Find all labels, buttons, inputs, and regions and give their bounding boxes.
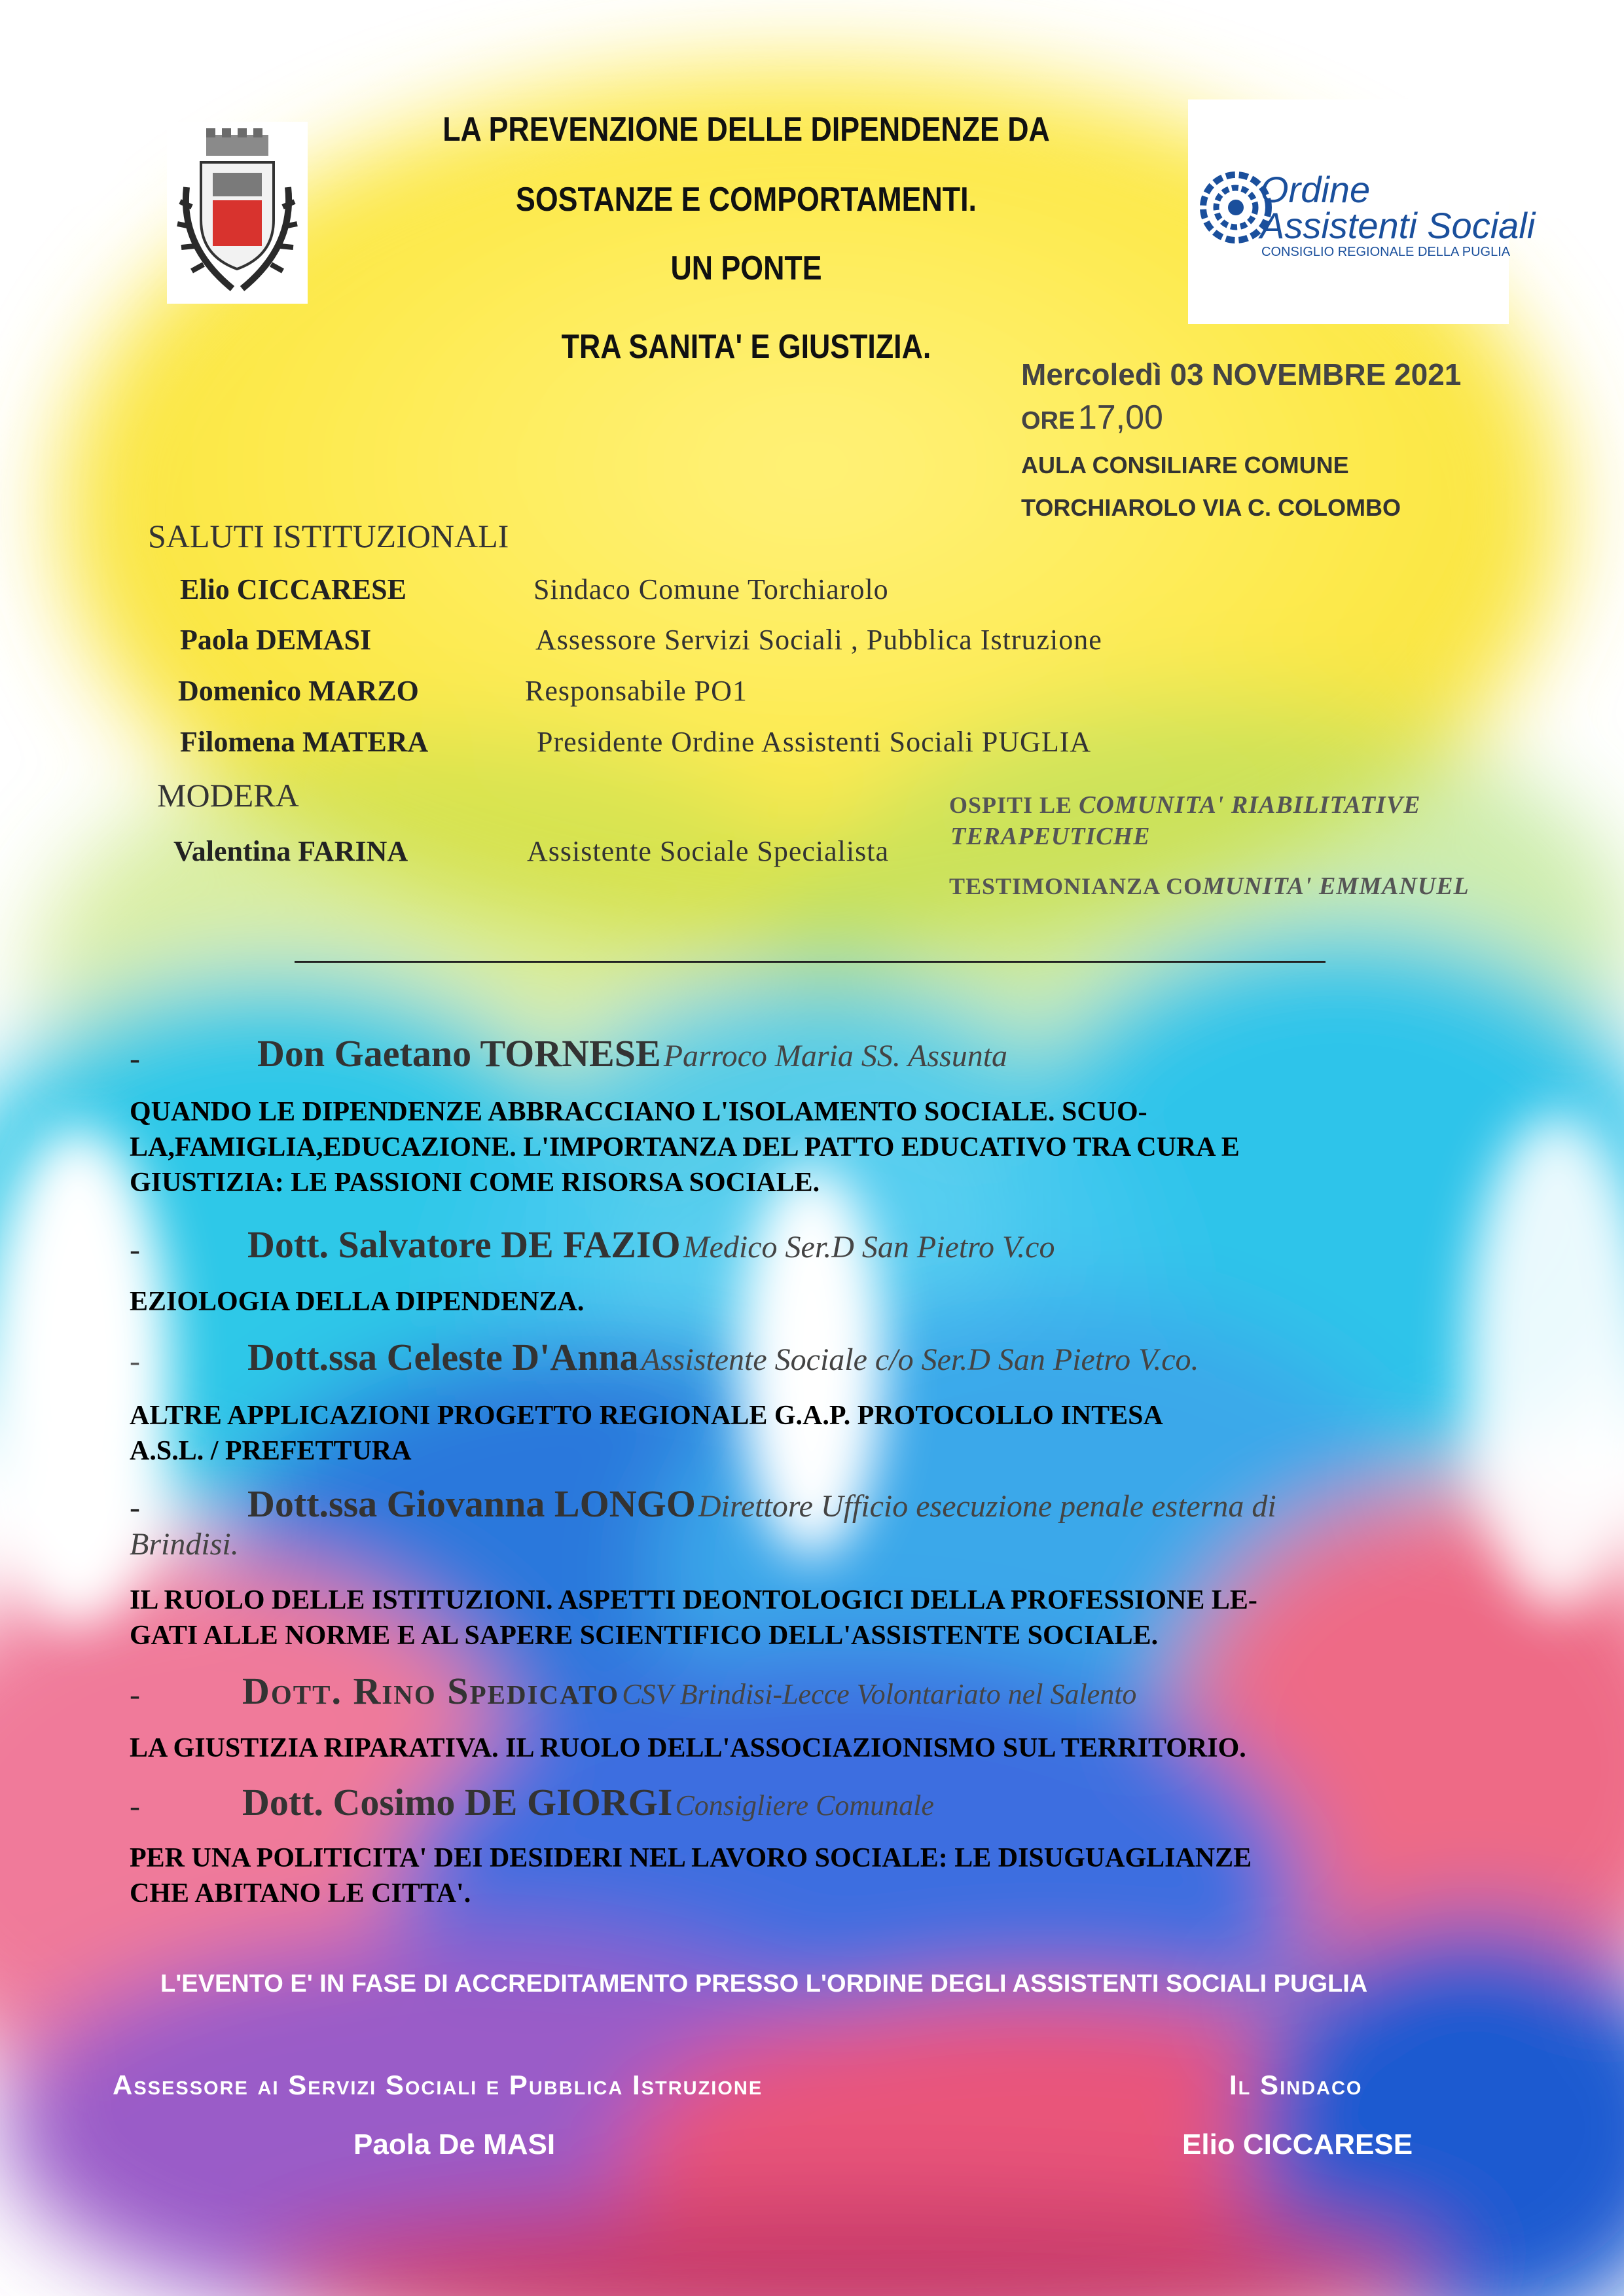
speaker-line [247,1223,1055,1266]
event-time-value: 17,00 [1077,399,1163,437]
greeting-name: Filomena MATERA [180,726,429,758]
talk-title [130,1840,1491,1911]
guests-line-1 [949,791,1421,819]
event-time-prefix: ORE [1021,407,1075,435]
talk-line: LA,FAMIGLIA,EDUCAZIONE. L'IMPORTANZA DEL PATTO EDUCATIVO TRA CURA E [130,1132,1240,1162]
talk-line: ALTRE APPLICAZIONI PROGETTO REGIONALE G.A.P. PROTOCOLLO INTESA [130,1401,1163,1431]
speaker-bullet: - [130,1344,140,1378]
guests-line-3-prefix: TESTIMONIANZA CO [949,873,1203,899]
speaker-bullet: - [130,1789,140,1823]
logo-line-1: Ordine [1260,169,1371,210]
talk-title [130,1284,1491,1319]
speaker-role: Direttore Ufficio esecuzione penale esterna di [698,1489,1276,1524]
guests-line-1-prefix: OSPITI LE [949,792,1073,818]
talk-line: EZIOLOGIA DELLA DIPENDENZA. [130,1287,585,1317]
speaker-line [247,1335,1199,1379]
event-time [1021,398,1163,437]
speaker-role-continued: Brindisi. [130,1527,239,1562]
signature-left-name: Paola De MASI [353,2128,556,2161]
guests-line-3 [949,872,1470,901]
title-line-1: LA PREVENZIONE DELLE DIPENDENZE DA [442,111,1050,149]
title-line-3: UN PONTE [670,249,822,287]
speaker-name: Dott. Salvatore DE FAZIO [247,1223,681,1266]
title-line-4: TRA SANITA' E GIUSTIZIA. [561,328,931,366]
event-date: Mercoledì 03 NOVEMBRE 2021 [1021,357,1462,391]
speaker-name: Dott. Cosimo DE GIORGI [242,1781,673,1823]
ordine-assistenti-sociali-logo [1188,99,1536,324]
moderator-name: Valentina FARINA [173,835,408,867]
speaker-line [247,1482,1276,1526]
speaker-role: Parroco Maria SS. Assunta [663,1039,1008,1073]
greeting-name: Paola DEMASI [180,624,372,656]
speaker-name: Dott. Rino Spedicato [242,1670,620,1712]
greetings-heading: SALUTI ISTITUZIONALI [148,518,509,554]
talk-title [130,1583,1491,1653]
guests-line-3-italic: MUNITA' EMMANUEL [1202,872,1470,900]
signature-right-title: Il Sindaco [1229,2070,1363,2100]
speaker-role: Medico Ser.D San Pietro V.co [683,1230,1055,1265]
section-divider [295,961,1326,963]
speaker-name: Dott.ssa Giovanna LONGO [247,1482,696,1525]
talk-line: PER UNA POLITICITA' DEI DESIDERI NEL LAVORO SOCIALE: LE DISUGUAGLIANZE [130,1843,1252,1873]
speaker-line [242,1669,1136,1713]
moderator-role: Assistente Sociale Specialista [527,835,889,867]
event-venue-1: AULA CONSILIARE COMUNE [1021,452,1349,478]
logo-line-3: CONSIGLIO REGIONALE DELLA PUGLIA [1261,245,1511,259]
speaker-role: CSV Brindisi-Lecce Volontariato nel Salento [622,1678,1137,1710]
logo-line-2: Assistenti Sociali [1260,205,1536,246]
moderator-heading: MODERA [157,777,299,814]
greeting-role: Presidente Ordine Assistenti Sociali PUGLIA [537,726,1092,758]
guests-line-2 [950,822,1151,851]
greeting-name: Domenico MARZO [178,675,419,707]
signature-left-title: Assessore ai Servizi Sociali e Pubblica Istruzione [113,2070,763,2100]
signature-right-name: Elio CICCARESE [1182,2128,1413,2161]
speaker-bullet: - [130,1677,140,1712]
town-crest-logo [167,122,308,304]
talk-line: GIUSTIZIA: LE PASSIONI COME RISORSA SOCIALE. [130,1168,820,1198]
speaker-line [257,1031,1007,1075]
accreditation-note: L'EVENTO E' IN FASE DI ACCREDITAMENTO PRESSO L'ORDINE DEGLI ASSISTENTI SOCIALI PUGLIA [160,1970,1368,1998]
talk-title [130,1398,1491,1469]
talk-line: IL RUOLO DELLE ISTITUZIONI. ASPETTI DEONTOLOGICI DELLA PROFESSIONE LE- [130,1585,1257,1615]
event-venue-2: TORCHIAROLO VIA C. COLOMBO [1021,494,1401,521]
title-line-2: SOSTANZE E COMPORTAMENTI. [516,181,977,219]
guests-line-1-italic: COMUNITA' RIABILITATIVE [1079,791,1421,819]
guests-line-2-italic: TERAPEUTICHE [950,823,1151,850]
talk-line: QUANDO LE DIPENDENZE ABBRACCIANO L'ISOLAMENTO SOCIALE. SCUO- [130,1097,1147,1127]
speaker-name: Dott.ssa Celeste D'Anna [247,1336,639,1378]
speaker-bullet: - [130,1041,140,1076]
speaker-role: Assistente Sociale c/o Ser.D San Pietro V.co. [641,1342,1199,1377]
speaker-line [242,1780,934,1824]
greeting-role: Assessore Servizi Sociali , Pubblica Istruzione [535,624,1102,656]
talk-line: A.S.L. / PREFETTURA [130,1436,412,1466]
greeting-role: Responsabile PO1 [525,675,748,707]
talk-title [130,1731,1491,1766]
greeting-role: Sindaco Comune Torchiarolo [533,573,889,605]
talk-line: GATI ALLE NORME E AL SAPERE SCIENTIFICO DELL'ASSISTENTE SOCIALE. [130,1621,1159,1651]
speaker-role: Consigliere Comunale [675,1789,934,1821]
speaker-bullet: - [130,1490,140,1525]
talk-line: CHE ABITANO LE CITTA'. [130,1878,471,1909]
speaker-bullet: - [130,1232,140,1267]
speaker-name: Don Gaetano TORNESE [257,1032,661,1075]
talk-line: LA GIUSTIZIA RIPARATIVA. IL RUOLO DELL'ASSOCIAZIONISMO SUL TERRITORIO. [130,1733,1246,1763]
greeting-name: Elio CICCARESE [180,573,406,605]
talk-title [130,1094,1491,1200]
